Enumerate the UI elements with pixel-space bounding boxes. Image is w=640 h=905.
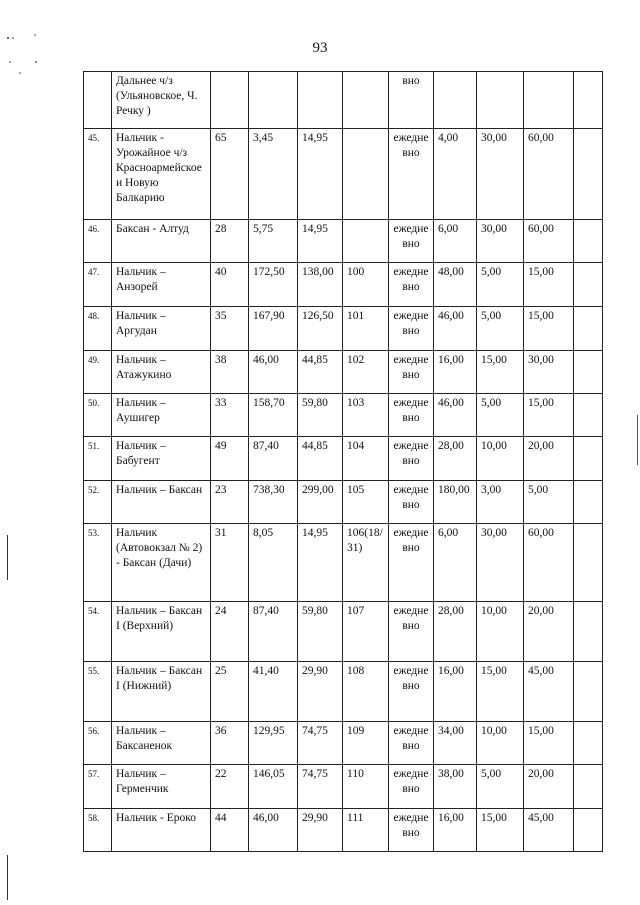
table-row — [84, 481, 603, 524]
distance-cell: 44 — [211, 809, 249, 852]
frequency-cell: ежедневно — [389, 602, 434, 662]
table-row — [84, 602, 603, 662]
value-cell: 5,00 — [524, 481, 574, 524]
row-number: 48. — [84, 307, 112, 351]
empty-cell — [574, 263, 603, 307]
route-code-cell: 109 — [343, 722, 389, 765]
route-name: Нальчик – Герменчик — [112, 765, 211, 809]
distance-cell: 31 — [211, 524, 249, 602]
empty-cell — [574, 662, 603, 722]
table-row — [84, 662, 603, 722]
table-row — [84, 437, 603, 481]
frequency-cell: вно — [389, 72, 434, 129]
value-cell: 74,75 — [298, 765, 343, 809]
value-cell: 15,00 — [524, 263, 574, 307]
value-cell: 30,00 — [477, 524, 524, 602]
table-row — [84, 765, 603, 809]
distance-cell: 24 — [211, 602, 249, 662]
empty-cell — [574, 307, 603, 351]
value-cell: 44,85 — [298, 437, 343, 481]
route-code-cell: 103 — [343, 394, 389, 437]
route-code-cell: 110 — [343, 765, 389, 809]
route-code-cell: 102 — [343, 351, 389, 394]
route-name: Нальчик - Ероко — [112, 809, 211, 852]
row-number: 54. — [84, 602, 112, 662]
route-code-cell: 106(18/31) — [343, 524, 389, 602]
distance-cell: 25 — [211, 662, 249, 722]
route-code-cell: 108 — [343, 662, 389, 722]
empty-cell — [574, 809, 603, 852]
empty-cell — [574, 129, 603, 220]
value-cell: 20,00 — [524, 602, 574, 662]
value-cell: 20,00 — [524, 437, 574, 481]
left-scan-edge — [7, 535, 8, 580]
route-name: Баксан - Алтуд — [112, 220, 211, 263]
frequency-cell: ежедневно — [389, 524, 434, 602]
right-scan-edge — [637, 415, 638, 465]
value-cell: 15,00 — [524, 307, 574, 351]
row-number: 51. — [84, 437, 112, 481]
row-number: 50. — [84, 394, 112, 437]
empty-cell — [574, 437, 603, 481]
value-cell: 158,70 — [249, 394, 298, 437]
value-cell: 4,00 — [434, 129, 477, 220]
empty-cell — [574, 220, 603, 263]
distance-cell: 33 — [211, 394, 249, 437]
route-code-cell: 101 — [343, 307, 389, 351]
route-code-cell: 111 — [343, 809, 389, 852]
value-cell: 8,05 — [249, 524, 298, 602]
table-row — [84, 220, 603, 263]
value-cell: 5,00 — [477, 765, 524, 809]
distance-cell: 35 — [211, 307, 249, 351]
distance-cell: 65 — [211, 129, 249, 220]
value-cell: 10,00 — [477, 722, 524, 765]
value-cell: 138,00 — [298, 263, 343, 307]
frequency-cell: ежедневно — [389, 722, 434, 765]
value-cell: 59,80 — [298, 602, 343, 662]
value-cell: 14,95 — [298, 129, 343, 220]
value-cell — [477, 72, 524, 129]
table-row — [84, 809, 603, 852]
value-cell: 87,40 — [249, 437, 298, 481]
route-name: Нальчик – Баксаненок — [112, 722, 211, 765]
route-code-cell: 104 — [343, 437, 389, 481]
empty-cell — [574, 722, 603, 765]
frequency-cell: ежедневно — [389, 437, 434, 481]
value-cell: 5,00 — [477, 307, 524, 351]
table-row — [84, 72, 603, 129]
value-cell: 15,00 — [524, 722, 574, 765]
distance-cell: 38 — [211, 351, 249, 394]
distance-cell: 40 — [211, 263, 249, 307]
distance-cell — [211, 72, 249, 129]
row-number: 55. — [84, 662, 112, 722]
value-cell: 46,00 — [434, 307, 477, 351]
route-name: Дальнее ч/з (Ульяновское, Ч. Речку ) — [112, 72, 211, 129]
row-number: 57. — [84, 765, 112, 809]
value-cell: 46,00 — [434, 394, 477, 437]
value-cell: 167,90 — [249, 307, 298, 351]
value-cell — [249, 72, 298, 129]
value-cell — [434, 72, 477, 129]
value-cell: 30,00 — [477, 220, 524, 263]
value-cell — [524, 72, 574, 129]
frequency-cell: ежедневно — [389, 307, 434, 351]
table-row — [84, 394, 603, 437]
row-number: 47. — [84, 263, 112, 307]
row-number: 46. — [84, 220, 112, 263]
frequency-cell: ежедневно — [389, 351, 434, 394]
value-cell: 299,00 — [298, 481, 343, 524]
frequency-cell: ежедневно — [389, 394, 434, 437]
table-row — [84, 129, 603, 220]
value-cell: 87,40 — [249, 602, 298, 662]
value-cell: 60,00 — [524, 524, 574, 602]
value-cell: 14,95 — [298, 524, 343, 602]
value-cell: 16,00 — [434, 809, 477, 852]
value-cell: 15,00 — [477, 351, 524, 394]
route-name: Нальчик – Аргудан — [112, 307, 211, 351]
empty-cell — [574, 351, 603, 394]
frequency-cell: ежедневно — [389, 481, 434, 524]
route-code-cell — [343, 72, 389, 129]
route-code-cell: 100 — [343, 263, 389, 307]
value-cell: 3,00 — [477, 481, 524, 524]
row-number: 52. — [84, 481, 112, 524]
routes-table — [83, 71, 603, 852]
route-code-cell — [343, 220, 389, 263]
route-code-cell — [343, 129, 389, 220]
empty-cell — [574, 765, 603, 809]
value-cell: 41,40 — [249, 662, 298, 722]
row-number: 45. — [84, 129, 112, 220]
row-number — [84, 72, 112, 129]
table-row — [84, 722, 603, 765]
value-cell: 74,75 — [298, 722, 343, 765]
empty-cell — [574, 481, 603, 524]
value-cell: 20,00 — [524, 765, 574, 809]
value-cell: 30,00 — [524, 351, 574, 394]
value-cell: 46,00 — [249, 351, 298, 394]
empty-cell — [574, 602, 603, 662]
distance-cell: 28 — [211, 220, 249, 263]
value-cell: 15,00 — [477, 662, 524, 722]
route-name: Нальчик – Анзорей — [112, 263, 211, 307]
value-cell: 28,00 — [434, 437, 477, 481]
value-cell — [298, 72, 343, 129]
value-cell: 38,00 — [434, 765, 477, 809]
value-cell: 48,00 — [434, 263, 477, 307]
frequency-cell: ежедневно — [389, 129, 434, 220]
page-number: 93 — [312, 40, 328, 56]
value-cell: 6,00 — [434, 220, 477, 263]
frequency-cell: ежедневно — [389, 263, 434, 307]
value-cell: 15,00 — [477, 809, 524, 852]
frequency-cell: ежедневно — [389, 765, 434, 809]
frequency-cell: ежедневно — [389, 220, 434, 263]
value-cell: 10,00 — [477, 437, 524, 481]
value-cell: 29,90 — [298, 809, 343, 852]
table-row — [84, 524, 603, 602]
left-scan-edge-lower — [7, 855, 8, 900]
distance-cell: 23 — [211, 481, 249, 524]
value-cell: 44,85 — [298, 351, 343, 394]
value-cell: 16,00 — [434, 662, 477, 722]
value-cell: 15,00 — [524, 394, 574, 437]
value-cell: 146,05 — [249, 765, 298, 809]
value-cell: 5,00 — [477, 394, 524, 437]
value-cell: 10,00 — [477, 602, 524, 662]
route-code-cell: 105 — [343, 481, 389, 524]
route-name: Нальчик – Бабугент — [112, 437, 211, 481]
route-name: Нальчик – Баксан I (Нижний) — [112, 662, 211, 722]
value-cell: 738,30 — [249, 481, 298, 524]
table-row — [84, 263, 603, 307]
row-number: 49. — [84, 351, 112, 394]
value-cell: 16,00 — [434, 351, 477, 394]
route-name: Нальчик – Баксан I (Верхний) — [112, 602, 211, 662]
value-cell: 45,00 — [524, 809, 574, 852]
value-cell: 60,00 — [524, 220, 574, 263]
route-name: Нальчик - Урожайное ч/з Красноармейское и Новую Балкарию — [112, 129, 211, 220]
table-row — [84, 351, 603, 394]
row-number: 58. — [84, 809, 112, 852]
value-cell: 14,95 — [298, 220, 343, 263]
row-number: 56. — [84, 722, 112, 765]
frequency-cell: ежедневно — [389, 809, 434, 852]
route-name: Нальчик – Аушигер — [112, 394, 211, 437]
value-cell: 129,95 — [249, 722, 298, 765]
value-cell: 59,80 — [298, 394, 343, 437]
distance-cell: 36 — [211, 722, 249, 765]
table-row — [84, 307, 603, 351]
route-name: Нальчик – Баксан — [112, 481, 211, 524]
value-cell: 28,00 — [434, 602, 477, 662]
value-cell: 180,00 — [434, 481, 477, 524]
value-cell: 29,90 — [298, 662, 343, 722]
value-cell: 172,50 — [249, 263, 298, 307]
value-cell: 30,00 — [477, 129, 524, 220]
frequency-cell: ежедневно — [389, 662, 434, 722]
value-cell: 34,00 — [434, 722, 477, 765]
value-cell: 5,00 — [477, 263, 524, 307]
route-name: Нальчик – Атажукино — [112, 351, 211, 394]
value-cell: 45,00 — [524, 662, 574, 722]
value-cell: 60,00 — [524, 129, 574, 220]
empty-cell — [574, 524, 603, 602]
value-cell: 6,00 — [434, 524, 477, 602]
route-name: Нальчик (Автовокзал № 2) - Баксан (Дачи) — [112, 524, 211, 602]
value-cell: 3,45 — [249, 129, 298, 220]
empty-cell — [574, 394, 603, 437]
route-code-cell: 107 — [343, 602, 389, 662]
value-cell: 46,00 — [249, 809, 298, 852]
distance-cell: 49 — [211, 437, 249, 481]
row-number: 53. — [84, 524, 112, 602]
value-cell: 126,50 — [298, 307, 343, 351]
distance-cell: 22 — [211, 765, 249, 809]
value-cell: 5,75 — [249, 220, 298, 263]
empty-cell — [574, 72, 603, 129]
